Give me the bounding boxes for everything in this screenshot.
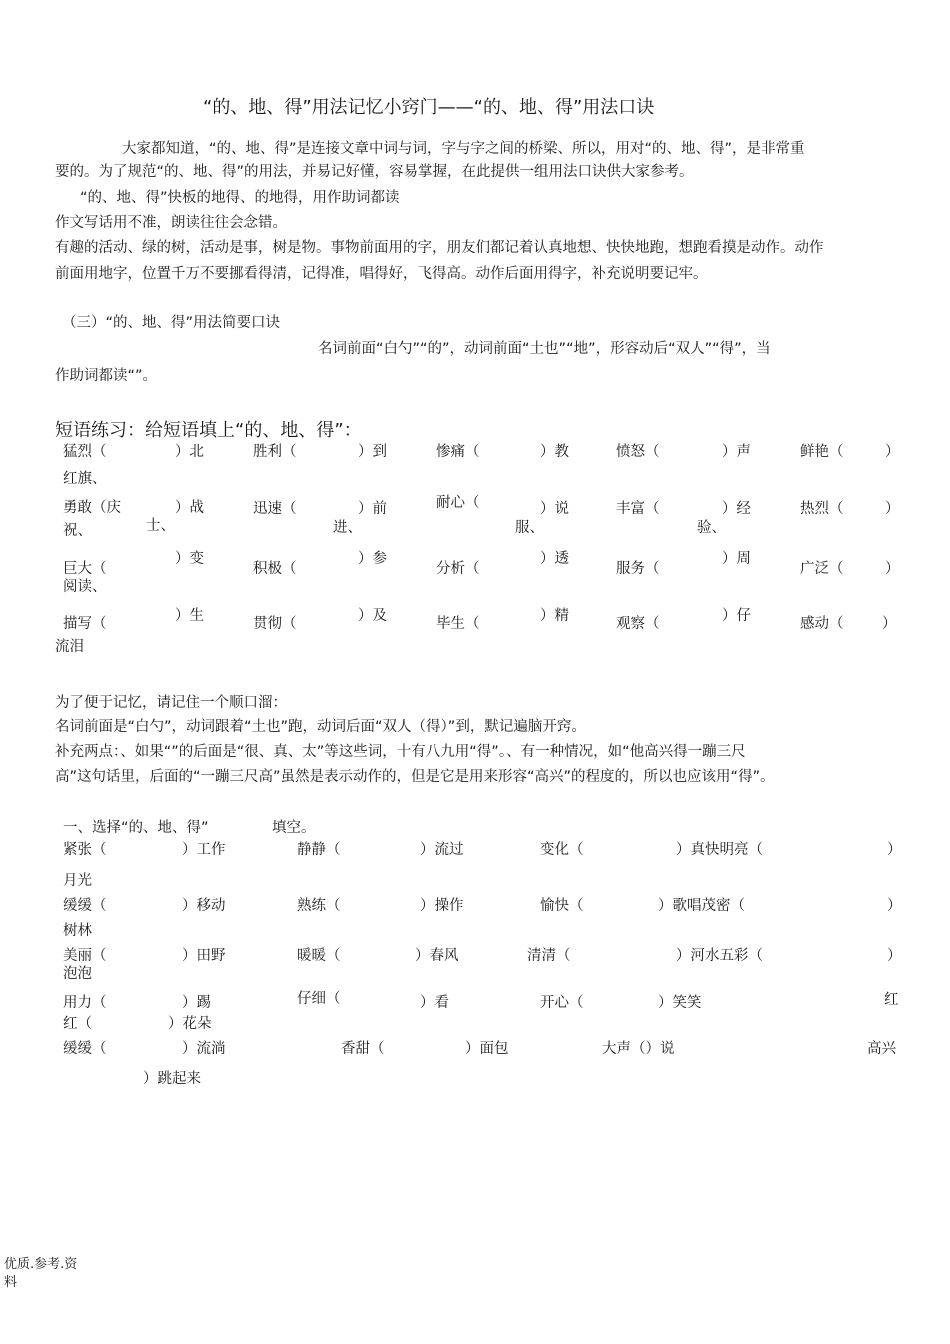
memo-line-3: 补充两点：、如果“”的后面是“很、真、太”等这些词，十有八九用“得”。、有一种情况，如“他高兴得一蹦三尺 <box>55 744 746 760</box>
practice-item-cont: 祝、 <box>63 523 92 539</box>
practice-item-cont: 士、 <box>146 518 175 534</box>
practice-item-tail: ） <box>882 616 897 632</box>
intro-line-4: 作文写话用不准，朗读往往会念错。 <box>55 215 287 231</box>
practice-heading: 短语练习：给短语填上“的、地、得”： <box>55 420 362 441</box>
practice-item: 耐心（ <box>436 495 480 511</box>
practice-item-tail: ）周 <box>722 551 751 567</box>
practice-item-cont: 阅读、 <box>63 579 107 595</box>
exercise-item: ）看 <box>420 995 449 1011</box>
practice-item-tail: ）教 <box>540 444 569 460</box>
exercise-item-cont: 红（ <box>63 1016 92 1032</box>
exercise-heading: 一、选择“的、地、得” <box>63 820 209 836</box>
exercise-item: 清清（ <box>527 948 571 964</box>
practice-item-tail: ）仔 <box>722 608 751 624</box>
exercise-item: ）笑笑 <box>658 995 702 1011</box>
practice-item: 热烈（ <box>800 501 844 517</box>
practice-item: 贯彻（ <box>253 616 297 632</box>
footer-line-2: 料 <box>4 1275 18 1290</box>
memo-line-1: 为了便于记忆，请记住一个顺口溜： <box>55 695 287 711</box>
exercise-item: ）真快明亮（ <box>676 842 763 858</box>
practice-item: 丰富（ <box>616 501 660 517</box>
exercise-item: 美丽（ <box>63 948 107 964</box>
practice-item: 巨大（ <box>63 561 107 577</box>
practice-item-tail: ）战 <box>175 500 204 516</box>
practice-item: 胜利（ <box>253 444 297 460</box>
practice-item-cont: 进、 <box>333 520 362 536</box>
exercise-item: ） <box>887 948 902 964</box>
exercise-item-cont: ）跳起来 <box>143 1071 201 1087</box>
memo-line-4: 高”这句话里，后面的“一蹦三尺高”虽然是表示动作的，但是它是用来形容“高兴”的程度的，所以也应该用“得”。 <box>55 769 775 785</box>
practice-item: 惨痛（ <box>436 444 480 460</box>
practice-item-tail: ）北 <box>175 444 204 460</box>
practice-item: 观察（ <box>616 616 660 632</box>
exercise-item: 红 <box>884 992 899 1008</box>
practice-item-tail: ）变 <box>175 551 204 567</box>
exercise-item-cont: ）花朵 <box>168 1016 212 1032</box>
exercise-item: ）操作 <box>420 898 464 914</box>
page-title: “的、地、得”用法记忆小窍门——“的、地、得”用法口诀 <box>203 97 655 118</box>
exercise-heading-tail: 填空。 <box>272 820 316 836</box>
exercise-item: ） <box>887 842 902 858</box>
practice-item: 迅速（ <box>253 501 297 517</box>
exercise-item-cont: 月光 <box>63 873 92 889</box>
practice-item-cont: 验、 <box>697 520 726 536</box>
intro-line-2: 要的。为了规范“的、地、得”的用法，并易记好懂，容易掌握，在此提供一组用法口诀供大家参考。 <box>55 164 694 180</box>
exercise-item: 熟练（ <box>297 898 341 914</box>
practice-item: 服务（ <box>616 561 660 577</box>
exercise-item: 紧张（ <box>63 842 107 858</box>
intro-line-6: 前面用地字，位置千万不要挪看得清，记得准，唱得好，飞得高。动作后面用得字，补充说明要记牢。 <box>55 266 708 282</box>
exercise-item: ）河水五彩（ <box>676 948 763 964</box>
exercise-item: 愉快（ <box>540 898 584 914</box>
practice-item-tail: ） <box>885 444 900 460</box>
exercise-item: 高兴 <box>867 1041 896 1057</box>
section-heading: （三）“的、地、得”用法简要口诀 <box>62 315 281 331</box>
exercise-item: 大声（）说 <box>602 1041 675 1057</box>
practice-item-tail: ）透 <box>540 551 569 567</box>
exercise-item: 开心（ <box>540 995 584 1011</box>
practice-item: 感动（ <box>800 616 844 632</box>
practice-item: 鲜艳（ <box>800 444 844 460</box>
practice-item-tail: ） <box>885 501 900 517</box>
practice-item: 毕生（ <box>436 616 480 632</box>
practice-item-tail: ）生 <box>175 608 204 624</box>
practice-item-cont: 流泪 <box>55 639 84 655</box>
practice-item-tail: ）声 <box>722 444 751 460</box>
footer-line-1: 优质.参考.资 <box>4 1257 78 1272</box>
practice-item-cont: 服、 <box>515 520 544 536</box>
practice-item: 描写（ <box>63 616 107 632</box>
practice-item: 猛烈（ <box>63 444 107 460</box>
exercise-item: ）面包 <box>465 1041 509 1057</box>
exercise-item: ）歌唱茂密（ <box>658 898 745 914</box>
practice-item-tail: ）参 <box>358 551 387 567</box>
practice-item-tail: ）经 <box>722 501 751 517</box>
exercise-item: ）田野 <box>182 948 226 964</box>
exercise-item: ）移动 <box>182 898 226 914</box>
exercise-item: ）流过 <box>420 842 464 858</box>
memo-line-2: 名词前面是“白勺”，动词跟着“土也”跑，动词后面“双人（得）”到，默记遍脑开窍。 <box>55 719 586 735</box>
intro-line-1: 大家都知道，“的、地、得”是连接文章中词与词，字与字之间的桥梁、所以，用对“的、地、得”，是非常重 <box>122 141 805 157</box>
section-line-2: 作助词都读“”。 <box>55 368 158 384</box>
exercise-item: 香甜（ <box>341 1041 385 1057</box>
exercise-item: ） <box>887 898 902 914</box>
practice-item: 广泛（ <box>800 561 844 577</box>
intro-line-3: “的、地、得”快板的地得、的地得，用作助词都读 <box>80 190 400 206</box>
section-line-1: 名词前面“白勺”“的”，动词前面“土也”“地”，形容动后“双人”“得”，当 <box>318 341 771 357</box>
practice-item: 分析（ <box>436 561 480 577</box>
exercise-item: 变化（ <box>540 842 584 858</box>
exercise-item: 缓缓（ <box>63 1041 107 1057</box>
exercise-item: ）踢 <box>182 995 211 1011</box>
intro-line-5: 有趣的活动、绿的树，活动是事，树是物。事物前面用的字，朋友们都记着认真地想、快快地跑，想跑看摸是动作。动作 <box>55 240 824 256</box>
practice-item-cont: 红旗、 <box>63 471 107 487</box>
exercise-item: 用力（ <box>63 995 107 1011</box>
exercise-item: ）流淌 <box>182 1041 226 1057</box>
practice-item-tail: ）说 <box>540 501 569 517</box>
practice-item-tail: ） <box>885 561 900 577</box>
practice-item: 勇敢（庆 <box>63 500 121 516</box>
practice-item: 积极（ <box>253 561 297 577</box>
practice-item-tail: ）到 <box>358 444 387 460</box>
practice-item-tail: ）精 <box>540 608 569 624</box>
exercise-item: ）春风 <box>415 948 459 964</box>
practice-item-tail: ）前 <box>358 501 387 517</box>
exercise-item: 缓缓（ <box>63 898 107 914</box>
exercise-item: 仔细（ <box>297 991 341 1007</box>
exercise-item-cont: 树林 <box>63 923 92 939</box>
exercise-item: 静静（ <box>297 842 341 858</box>
exercise-item-cont: 泡泡 <box>63 966 92 982</box>
practice-item: 愤怒（ <box>616 444 660 460</box>
exercise-item: 暖暖（ <box>297 948 341 964</box>
practice-item-tail: ）及 <box>358 608 387 624</box>
exercise-item: ）工作 <box>182 842 226 858</box>
